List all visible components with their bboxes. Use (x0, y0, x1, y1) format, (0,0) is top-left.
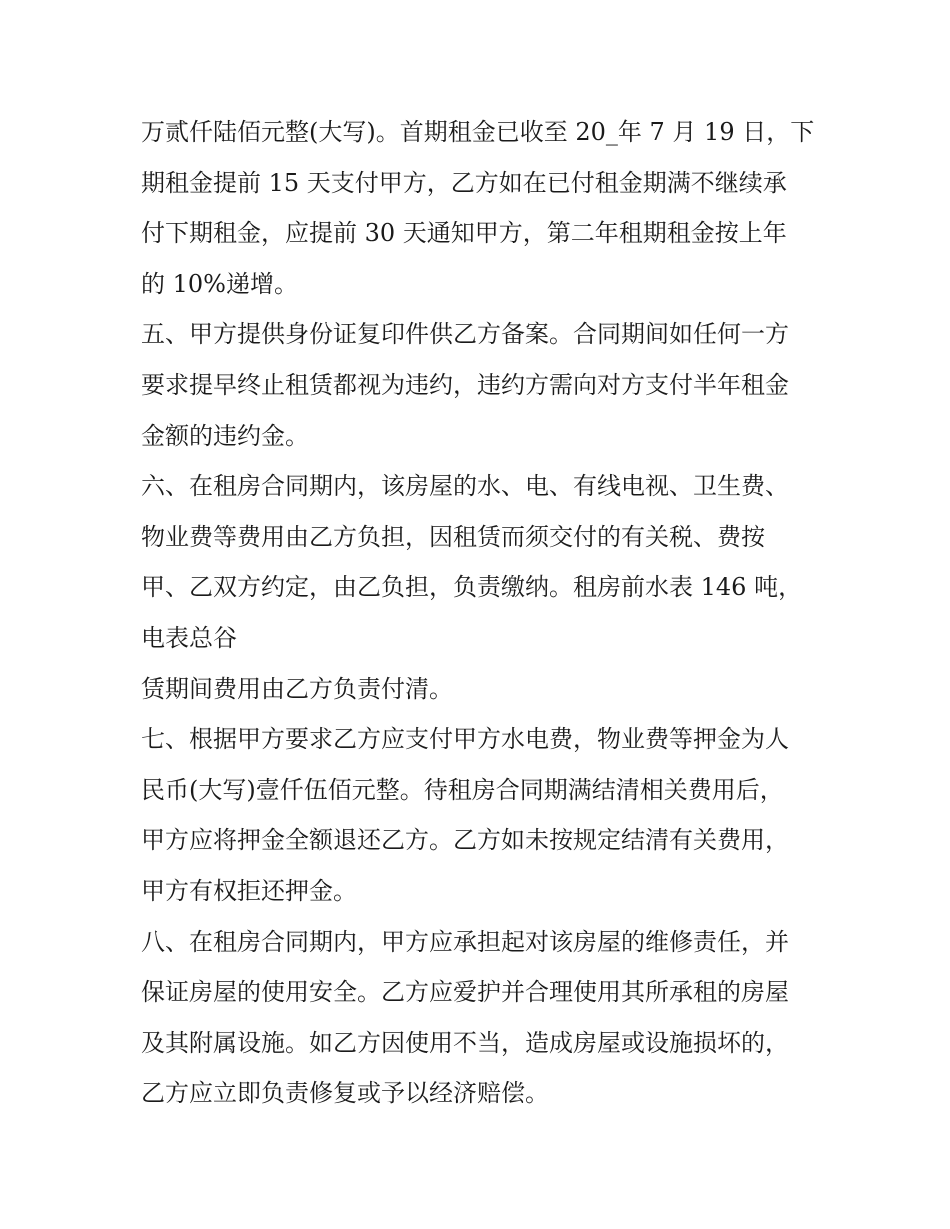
text-line: 五、甲方提供身份证复印件供乙方备案。合同期间如任何一方 (141, 320, 789, 349)
text-line: 甲方有权拒还押金。 (141, 876, 357, 905)
text-line: 保证房屋的使用安全。乙方应爱护并合理使用其所承租的房屋 (141, 978, 789, 1007)
text-line: 付下期租金，应提前 30 天通知甲方，第二年租期租金按上年 (141, 219, 787, 248)
text-line: 要求提早终止租赁都视为违约，违约方需向对方支付半年租金 (141, 370, 789, 399)
text-line: 物业费等费用由乙方负担，因租赁而须交付的有关税、费按 (141, 522, 765, 551)
text-line: 民币(大写)壹仟伍佰元整。待租房合同期满结清相关费用后， (141, 775, 784, 804)
text-line: 乙方应立即负责修复或予以经济赔偿。 (141, 1079, 549, 1108)
text-line: 赁期间费用由乙方负责付清。 (141, 674, 453, 703)
text-line: 六、在租房合同期内，该房屋的水、电、有线电视、卫生费、 (141, 472, 789, 501)
text-line: 及其附属设施。如乙方因使用不当，造成房屋或设施损坏的， (141, 1028, 789, 1057)
text-line: 甲方应将押金全额退还乙方。乙方如未按规定结清有关费用， (141, 826, 789, 855)
text-line: 的 10%递增。 (141, 269, 298, 298)
text-line: 期租金提前 15 天支付甲方，乙方如在已付租金期满不继续承 (141, 168, 787, 197)
text-line: 八、在租房合同期内，甲方应承担起对该房屋的维修责任，并 (141, 927, 789, 956)
document-body (141, 107, 821, 1119)
text-line: 金额的违约金。 (141, 421, 309, 450)
text-line: 七、根据甲方要求乙方应支付甲方水电费，物业费等押金为人 (141, 725, 789, 754)
text-line: 甲、乙双方约定，由乙负担，负责缴纳。租房前水表 146 吨， (141, 573, 803, 602)
text-line: 电表总谷 (141, 623, 237, 652)
text-line: 万贰仟陆佰元整(大写)。首期租金已收至 20_年 7 月 19 日，下 (141, 118, 815, 146)
